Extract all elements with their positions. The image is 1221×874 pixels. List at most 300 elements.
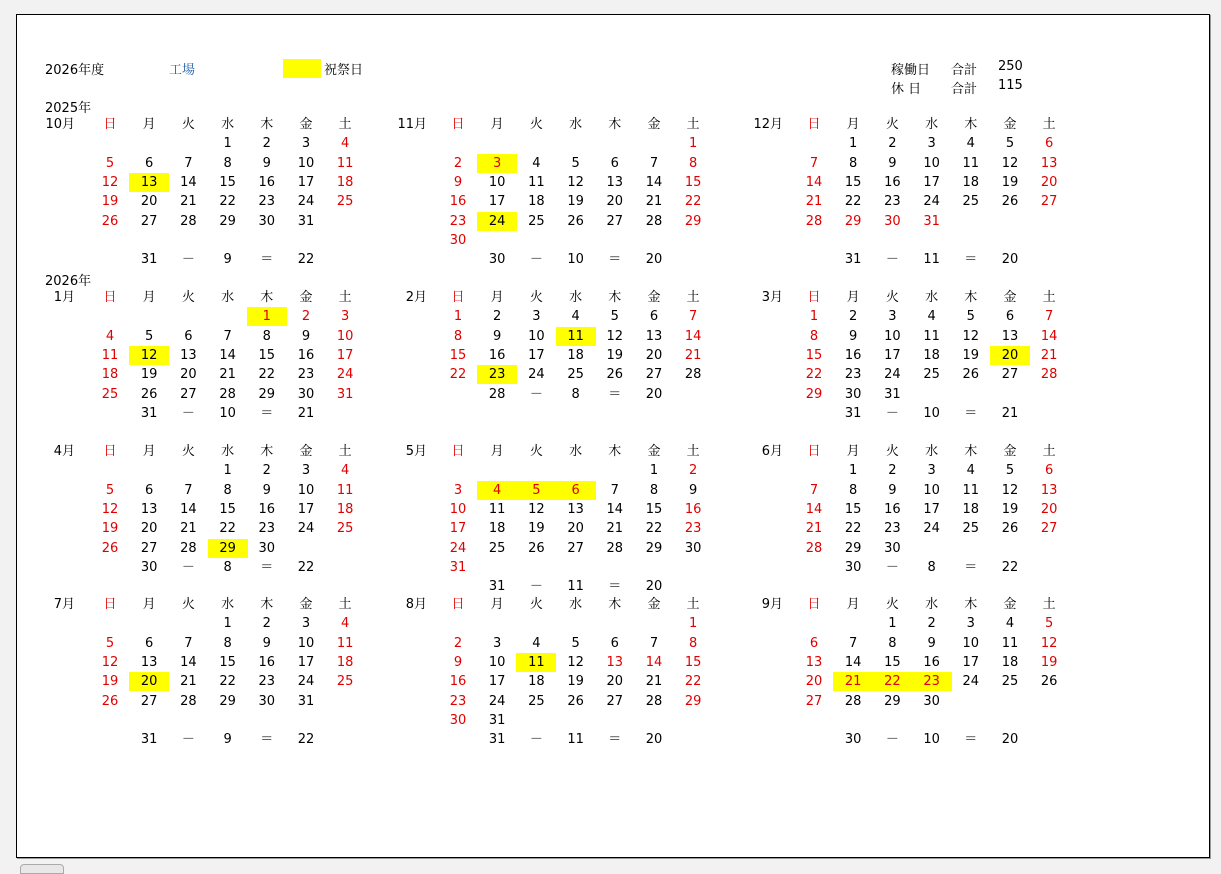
weekday-header: 土	[686, 117, 700, 132]
day-cell: 23	[449, 693, 467, 709]
day-cell: 20	[606, 674, 624, 690]
weekday-header: 木	[608, 444, 622, 459]
day-cell: 20	[140, 521, 158, 537]
day-cell: 29	[884, 693, 901, 709]
day-cell: 19	[101, 194, 119, 210]
day-cell: 5	[105, 155, 115, 171]
weekday-header: 火	[529, 444, 543, 459]
day-cell: 14	[606, 501, 624, 517]
weekday-header: 火	[885, 444, 899, 459]
day-cell: 27	[1040, 521, 1058, 537]
day-cell: 8	[453, 328, 463, 344]
day-cell: 28	[219, 386, 236, 402]
day-cell: 6	[1045, 463, 1054, 479]
day-cell: 8	[849, 482, 858, 498]
day-cell: 13	[129, 173, 169, 192]
day-cell: 16	[297, 347, 315, 363]
day-cell: 1	[223, 136, 232, 152]
day-cell: 7	[1045, 309, 1054, 325]
day-cell: 20	[1040, 174, 1058, 190]
day-cell: 9	[888, 482, 897, 498]
weekday-header: 水	[221, 290, 235, 305]
day-cell: 13	[180, 347, 197, 363]
day-cell: 1	[223, 616, 232, 632]
day-cell: 26	[962, 367, 980, 383]
day-cell: 30	[258, 540, 276, 556]
summary-cell: 8	[571, 386, 580, 402]
day-cell: 9	[493, 328, 502, 344]
summary-cell: 20	[645, 252, 663, 268]
day-cell: 3	[341, 309, 350, 325]
weekday-header: 水	[569, 444, 583, 459]
weekday-header: 木	[964, 290, 978, 305]
day-cell: 23	[297, 367, 315, 383]
day-cell: 7	[689, 309, 698, 325]
day-cell: 21	[805, 521, 823, 537]
day-cell: 3	[532, 309, 541, 325]
day-cell: 12	[129, 346, 169, 365]
day-cell: 23	[684, 521, 702, 537]
day-cell: 19	[567, 674, 584, 690]
weekday-header: 金	[1003, 444, 1017, 459]
day-cell: 10	[297, 482, 315, 498]
day-cell: 4	[966, 463, 975, 479]
month-label: 1月	[53, 290, 75, 305]
summary-cell: 10	[567, 252, 584, 268]
day-cell: 10	[488, 174, 506, 190]
weekday-header: 土	[338, 444, 352, 459]
day-cell: 15	[684, 654, 702, 670]
year-2026-label: 2026年	[45, 274, 92, 289]
day-cell: 30	[449, 712, 467, 728]
day-cell: 10	[488, 654, 506, 670]
off-days-total: 115	[998, 78, 1023, 93]
day-cell: 17	[297, 174, 315, 190]
day-cell: 28	[805, 213, 823, 229]
day-cell: 3	[301, 463, 311, 479]
day-cell: 26	[101, 693, 119, 709]
factory-label: 工場	[169, 63, 196, 78]
day-cell: 26	[101, 540, 119, 556]
day-cell: 31	[449, 559, 467, 575]
year-2025-label: 2025年	[45, 101, 92, 116]
day-cell: 12	[101, 654, 119, 670]
weekday-header: 火	[181, 444, 195, 459]
day-cell: 31	[488, 712, 506, 728]
weekday-header: 火	[885, 597, 899, 612]
day-cell: 22	[219, 521, 236, 537]
day-cell: 13	[1040, 482, 1058, 498]
day-cell: 6	[145, 635, 154, 651]
summary-cell: ＝	[964, 732, 978, 748]
holiday-legend-swatch	[283, 59, 321, 78]
day-cell: 20	[129, 672, 169, 691]
weekday-header: 水	[925, 597, 939, 612]
day-cell: 5	[610, 309, 619, 325]
day-cell: 26	[1001, 194, 1019, 210]
weekday-header: 月	[490, 117, 504, 132]
day-cell: 28	[180, 213, 197, 229]
weekday-header: 日	[807, 290, 821, 305]
day-cell: 11	[528, 174, 545, 190]
day-cell: 9	[927, 635, 936, 651]
day-cell: 9	[453, 174, 463, 190]
day-cell: 3	[927, 463, 936, 479]
summary-cell: －	[181, 405, 195, 421]
summary-cell: －	[529, 732, 543, 748]
day-cell: 19	[606, 347, 624, 363]
day-cell: 14	[1040, 328, 1058, 344]
day-cell: 31	[923, 213, 940, 229]
day-cell: 19	[1040, 654, 1058, 670]
day-cell: 26	[140, 386, 158, 402]
weekday-header: 日	[807, 444, 821, 459]
day-cell: 8	[849, 155, 858, 171]
day-cell: 2	[262, 616, 271, 632]
day-cell: 15	[884, 654, 901, 670]
weekday-header: 月	[142, 117, 156, 132]
day-cell: 31	[336, 386, 354, 402]
day-cell: 4	[341, 136, 350, 152]
off-days-label: 休 日	[891, 82, 922, 97]
month-label: 11月	[397, 117, 427, 132]
day-cell: 30	[844, 386, 862, 402]
day-cell: 7	[849, 635, 858, 651]
summary-cell: －	[885, 252, 899, 268]
day-cell: 20	[1040, 501, 1058, 517]
weekday-header: 月	[490, 290, 504, 305]
day-cell: 25	[336, 194, 354, 210]
weekday-header: 土	[1042, 290, 1056, 305]
summary-cell: 20	[645, 732, 663, 748]
day-cell: 4	[532, 635, 541, 651]
summary-cell: 31	[140, 732, 158, 748]
summary-cell: －	[885, 732, 899, 748]
weekday-header: 金	[299, 597, 313, 612]
day-cell: 30	[684, 540, 702, 556]
weekday-header: 月	[490, 597, 504, 612]
off-days-total-label: 合計	[951, 82, 978, 97]
day-cell: 17	[923, 501, 940, 517]
day-cell: 11	[336, 155, 354, 171]
weekday-header: 土	[686, 444, 700, 459]
day-cell: 11	[336, 482, 354, 498]
day-cell: 23	[258, 674, 276, 690]
day-cell: 5	[571, 635, 580, 651]
day-cell: 14	[219, 347, 236, 363]
day-cell: 10	[923, 482, 940, 498]
summary-cell: 11	[567, 732, 584, 748]
weekday-header: 日	[451, 597, 465, 612]
month-label: 8月	[405, 597, 427, 612]
day-cell: 16	[923, 654, 940, 670]
day-cell: 4	[477, 481, 517, 500]
day-cell: 10	[297, 635, 315, 651]
day-cell: 12	[101, 501, 119, 517]
day-cell: 5	[1005, 463, 1015, 479]
day-cell: 11	[488, 501, 506, 517]
day-cell: 1	[689, 136, 698, 152]
summary-cell: 11	[567, 579, 584, 595]
day-cell: 11	[1001, 635, 1019, 651]
day-cell: 9	[453, 654, 463, 670]
day-cell: 20	[805, 674, 823, 690]
weekday-header: 金	[299, 117, 313, 132]
day-cell: 30	[449, 232, 467, 248]
day-cell: 28	[684, 367, 702, 383]
day-cell: 7	[649, 155, 659, 171]
day-cell: 2	[927, 616, 936, 632]
day-cell: 8	[809, 328, 819, 344]
day-cell: 2	[301, 309, 311, 325]
day-cell: 15	[844, 501, 862, 517]
day-cell: 15	[219, 654, 236, 670]
day-cell: 8	[223, 482, 232, 498]
weekday-header: 木	[608, 597, 622, 612]
summary-cell: 30	[488, 252, 506, 268]
day-cell: 7	[809, 155, 819, 171]
summary-cell: －	[885, 405, 899, 421]
summary-cell: ＝	[964, 252, 978, 268]
day-cell: 5	[105, 482, 115, 498]
day-cell: 6	[556, 481, 596, 500]
day-cell: 29	[684, 213, 702, 229]
summary-cell: ＝	[608, 732, 622, 748]
day-cell: 19	[101, 674, 119, 690]
day-cell: 6	[184, 328, 193, 344]
day-cell: 9	[888, 155, 897, 171]
day-cell: 28	[645, 213, 663, 229]
summary-cell: ＝	[608, 579, 622, 595]
day-cell: 10	[528, 328, 545, 344]
day-cell: 6	[809, 635, 819, 651]
day-cell: 11	[923, 328, 940, 344]
day-cell: 27	[140, 540, 158, 556]
day-cell: 21	[180, 674, 197, 690]
weekday-header: 火	[885, 290, 899, 305]
weekday-header: 土	[686, 597, 700, 612]
day-cell: 25	[923, 367, 940, 383]
summary-cell: ＝	[260, 559, 274, 575]
day-cell: 13	[645, 328, 663, 344]
weekday-header: 木	[608, 290, 622, 305]
weekday-header: 水	[925, 290, 939, 305]
day-cell: 20	[645, 347, 663, 363]
weekday-header: 土	[338, 597, 352, 612]
day-cell: 9	[262, 482, 271, 498]
day-cell: 17	[884, 347, 901, 363]
weekday-header: 火	[529, 597, 543, 612]
weekday-header: 火	[181, 597, 195, 612]
day-cell: 25	[962, 194, 980, 210]
day-cell: 20	[140, 194, 158, 210]
day-cell: 10	[449, 501, 467, 517]
day-cell: 22	[844, 194, 862, 210]
day-cell: 15	[684, 174, 702, 190]
day-cell: 9	[262, 155, 271, 171]
day-cell: 25	[567, 367, 584, 383]
day-cell: 18	[962, 501, 980, 517]
weekday-header: 火	[529, 117, 543, 132]
weekday-header: 土	[1042, 597, 1056, 612]
day-cell: 1	[453, 309, 463, 325]
summary-cell: 11	[923, 252, 940, 268]
weekday-header: 火	[181, 290, 195, 305]
day-cell: 7	[184, 155, 193, 171]
day-cell: 31	[297, 693, 315, 709]
day-cell: 8	[262, 328, 271, 344]
day-cell: 15	[258, 347, 276, 363]
weekday-header: 土	[1042, 117, 1056, 132]
day-cell: 9	[262, 635, 271, 651]
day-cell: 12	[567, 174, 584, 190]
summary-cell: ＝	[964, 559, 978, 575]
day-cell: 8	[888, 635, 897, 651]
day-cell: 3	[301, 136, 311, 152]
day-cell: 30	[297, 386, 315, 402]
day-cell: 29	[844, 540, 862, 556]
month-label: 9月	[761, 597, 783, 612]
day-cell: 29	[219, 213, 236, 229]
weekday-header: 金	[1003, 597, 1017, 612]
summary-cell: －	[529, 386, 543, 402]
weekday-header: 火	[885, 117, 899, 132]
day-cell: 5	[571, 155, 580, 171]
day-cell: 25	[1001, 674, 1019, 690]
day-cell: 5	[105, 635, 115, 651]
day-cell: 18	[336, 501, 354, 517]
day-cell: 12	[567, 654, 584, 670]
day-cell: 18	[962, 174, 980, 190]
day-cell: 4	[105, 328, 115, 344]
day-cell: 27	[606, 693, 624, 709]
day-cell: 2	[262, 463, 271, 479]
weekday-header: 月	[846, 597, 860, 612]
day-cell: 27	[140, 693, 158, 709]
day-cell: 4	[1005, 616, 1015, 632]
day-cell: 23	[258, 521, 276, 537]
weekday-header: 土	[686, 290, 700, 305]
day-cell: 15	[844, 174, 862, 190]
day-cell: 17	[449, 521, 467, 537]
summary-cell: ＝	[608, 252, 622, 268]
day-cell: 28	[844, 693, 862, 709]
weekday-header: 日	[103, 290, 117, 305]
day-cell: 1	[689, 616, 698, 632]
day-cell: 11	[556, 327, 596, 346]
day-cell: 18	[336, 654, 354, 670]
day-cell: 2	[888, 136, 897, 152]
day-cell: 7	[809, 482, 819, 498]
day-cell: 22	[219, 194, 236, 210]
summary-cell: 31	[488, 579, 506, 595]
day-cell: 3	[927, 136, 936, 152]
day-cell: 14	[805, 501, 823, 517]
day-cell: 13	[805, 654, 823, 670]
day-cell: 4	[341, 463, 350, 479]
day-cell: 29	[645, 540, 663, 556]
day-cell: 8	[649, 482, 659, 498]
day-cell: 28	[180, 540, 197, 556]
day-cell: 14	[684, 328, 702, 344]
day-cell: 12	[1001, 155, 1019, 171]
day-cell: 14	[645, 174, 663, 190]
weekday-header: 木	[260, 117, 274, 132]
day-cell: 6	[610, 635, 619, 651]
weekday-header: 月	[846, 117, 860, 132]
summary-cell: ＝	[964, 405, 978, 421]
day-cell: 7	[184, 635, 193, 651]
day-cell: 17	[297, 654, 315, 670]
weekday-header: 金	[647, 117, 661, 132]
weekday-header: 水	[221, 597, 235, 612]
day-cell: 16	[884, 174, 901, 190]
day-cell: 20	[606, 194, 624, 210]
day-cell: 22	[872, 672, 912, 691]
day-cell: 3	[453, 482, 463, 498]
day-cell: 31	[297, 213, 315, 229]
sheet-tab[interactable]	[20, 864, 64, 874]
day-cell: 24	[884, 367, 901, 383]
day-cell: 26	[1001, 521, 1019, 537]
summary-cell: ＝	[260, 252, 274, 268]
day-cell: 21	[833, 672, 873, 691]
day-cell: 6	[1005, 309, 1015, 325]
day-cell: 29	[219, 693, 236, 709]
day-cell: 24	[297, 521, 315, 537]
day-cell: 2	[453, 155, 463, 171]
day-cell: 6	[145, 155, 154, 171]
day-cell: 15	[219, 501, 236, 517]
month-label: 5月	[405, 444, 427, 459]
weekday-header: 水	[221, 444, 235, 459]
day-cell: 11	[516, 653, 556, 672]
day-cell: 27	[180, 386, 197, 402]
day-cell: 17	[962, 654, 980, 670]
day-cell: 6	[145, 482, 154, 498]
day-cell: 15	[449, 347, 467, 363]
day-cell: 19	[962, 347, 980, 363]
weekday-header: 日	[451, 117, 465, 132]
day-cell: 14	[645, 654, 663, 670]
day-cell: 28	[1040, 367, 1058, 383]
day-cell: 12	[1040, 635, 1058, 651]
day-cell: 3	[888, 309, 897, 325]
day-cell: 1	[649, 463, 659, 479]
day-cell: 1	[888, 616, 897, 632]
day-cell: 6	[649, 309, 659, 325]
day-cell: 24	[923, 194, 940, 210]
day-cell: 14	[844, 654, 862, 670]
fiscal-year-label: 2026年度	[45, 63, 105, 78]
month-label: 10月	[45, 117, 75, 132]
day-cell: 30	[884, 540, 901, 556]
day-cell: 1	[247, 307, 287, 326]
day-cell: 20	[180, 367, 197, 383]
day-cell: 11	[336, 635, 354, 651]
day-cell: 18	[923, 347, 940, 363]
day-cell: 16	[488, 347, 506, 363]
day-cell: 20	[567, 521, 584, 537]
day-cell: 16	[258, 501, 276, 517]
work-days-total: 250	[998, 59, 1023, 74]
weekday-header: 火	[181, 117, 195, 132]
day-cell: 18	[528, 194, 545, 210]
day-cell: 3	[477, 154, 517, 173]
day-cell: 14	[805, 174, 823, 190]
work-days-total-label: 合計	[951, 63, 978, 78]
day-cell: 19	[1001, 501, 1019, 517]
